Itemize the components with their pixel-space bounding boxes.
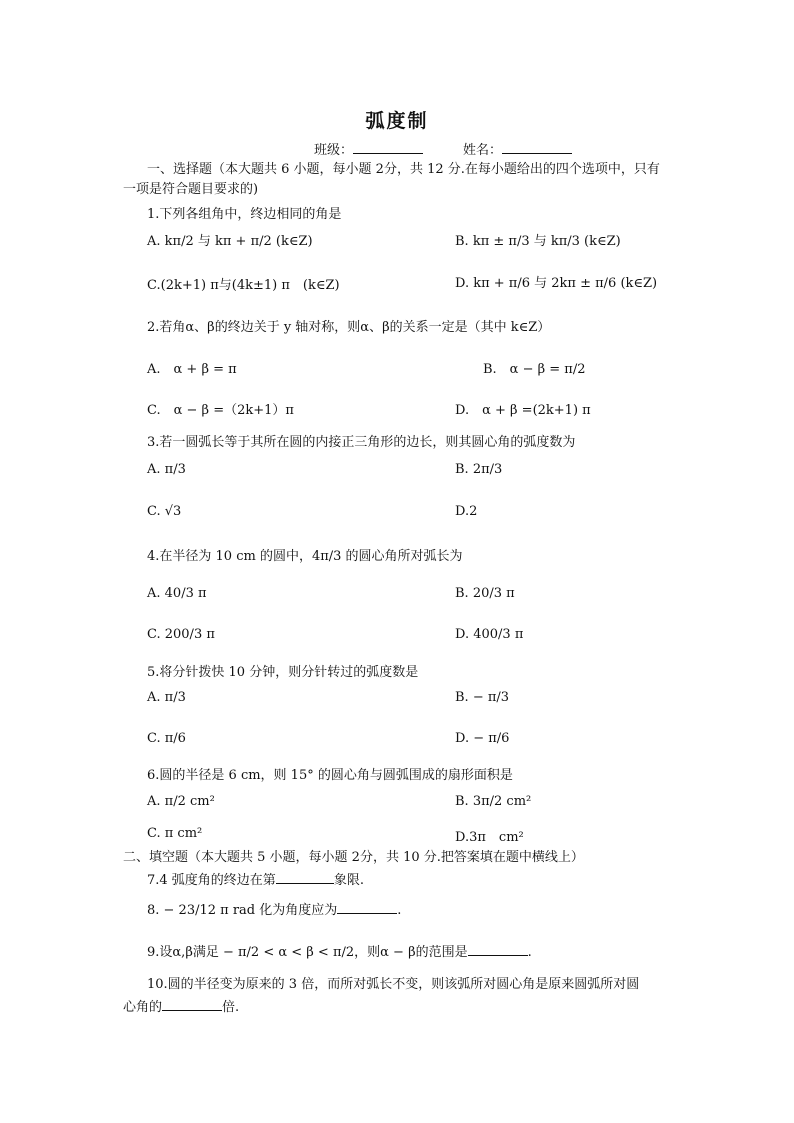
q6-option-c: C. π cm² xyxy=(147,826,203,841)
q4-stem: 4.在半径为 10 cm 的圆中，4π/3 的圆心角所对弧长为 xyxy=(147,549,463,564)
q5-option-d: D. − π/6 xyxy=(455,731,510,746)
q10-answer-blank[interactable] xyxy=(162,998,222,1011)
page-title: 弧度制 xyxy=(365,110,429,132)
q4-option-b: B. 20/3 π xyxy=(455,586,515,601)
q6-option-b: B. 3π/2 cm² xyxy=(455,794,532,809)
q5-option-c: C. π/6 xyxy=(147,731,186,746)
q6-option-d: D.3π cm² xyxy=(455,830,524,845)
q2-option-a: A. α + β = π xyxy=(147,362,237,377)
q9-suffix: . xyxy=(527,945,532,960)
q8-answer-blank[interactable] xyxy=(337,901,397,914)
class-blank[interactable] xyxy=(353,141,423,154)
q10-text: 心角的 xyxy=(123,1000,163,1015)
q9 xyxy=(147,941,532,960)
q3-option-a: A. π/3 xyxy=(147,462,186,477)
q2-option-b: B. α − β = π/2 xyxy=(483,362,586,377)
name-label: 姓名： xyxy=(463,143,503,158)
q6-option-a: A. π/2 cm² xyxy=(147,794,215,809)
section1-heading: 一、选择题（本大题共 6 小题，每小题 2分，共 12 分.在每小题给出的四个选项中，只有一项是符合题目要求的) xyxy=(123,162,660,197)
q7 xyxy=(147,869,364,888)
q2-option-d: D. α + β =(2k+1) π xyxy=(455,403,591,418)
q9-text: 9.设α,β满足 − π/2 < α < β < π/2，则α − β的范围是 xyxy=(147,945,468,960)
q4-option-c: C. 200/3 π xyxy=(147,627,215,642)
q1-option-c: C.(2k+1) π与(4k±1) π (k∈Z) xyxy=(147,278,340,293)
q3-stem: 3.若一圆弧长等于其所在圆的内接正三角形的边长，则其圆心角的弧度数为 xyxy=(147,435,576,450)
q7-answer-blank[interactable] xyxy=(276,871,334,884)
q1-option-a: A. kπ/2 与 kπ + π/2 (k∈Z) xyxy=(147,234,313,249)
q7-suffix: 象限. xyxy=(333,873,364,888)
name-blank[interactable] xyxy=(502,141,572,154)
q4-option-a: A. 40/3 π xyxy=(147,586,207,601)
q8-text: 8. − 23/12 π rad 化为角度应为 xyxy=(147,903,338,918)
class-field xyxy=(314,139,423,158)
q8 xyxy=(147,899,401,918)
q10-suffix: 倍. xyxy=(222,1000,240,1015)
q5-option-a: A. π/3 xyxy=(147,690,186,705)
q7-text: 7.4 弧度角的终边在第 xyxy=(147,873,276,888)
q9-answer-blank[interactable] xyxy=(468,943,528,956)
name-field xyxy=(463,139,572,158)
section2-heading: 二、填空题（本大题共 5 小题，每小题 2分，共 10 分.把答案填在题中横线上） xyxy=(123,850,584,865)
q10-line2 xyxy=(123,996,239,1015)
q5-stem: 5.将分针拨快 10 分钟，则分针转过的弧度数是 xyxy=(147,665,419,680)
q10-line1: 10.圆的半径变为原来的 3 倍，而所对弧长不变，则该弧所对圆心角是原来圆弧所对圆 xyxy=(147,977,640,992)
q6-stem: 6.圆的半径是 6 cm，则 15° 的圆心角与圆弧围成的扇形面积是 xyxy=(147,768,513,783)
q5-option-b: B. − π/3 xyxy=(455,690,510,705)
q8-suffix: . xyxy=(397,903,402,918)
q1-option-d: D. kπ + π/6 与 2kπ ± π/6 (k∈Z) xyxy=(455,276,658,291)
q2-option-c: C. α − β =（2k+1）π xyxy=(147,403,294,418)
q3-option-b: B. 2π/3 xyxy=(455,462,503,477)
q2-stem: 2.若角α、β的终边关于 y 轴对称，则α、β的关系一定是（其中 k∈Z） xyxy=(147,320,551,335)
q4-option-d: D. 400/3 π xyxy=(455,627,524,642)
class-label: 班级： xyxy=(314,143,354,158)
q1-stem: 1.下列各组角中，终边相同的角是 xyxy=(147,207,342,222)
q1-option-b: B. kπ ± π/3 与 kπ/3 (k∈Z) xyxy=(455,234,621,249)
q3-option-c: C. √3 xyxy=(147,504,182,519)
q3-option-d: D.2 xyxy=(455,504,478,519)
